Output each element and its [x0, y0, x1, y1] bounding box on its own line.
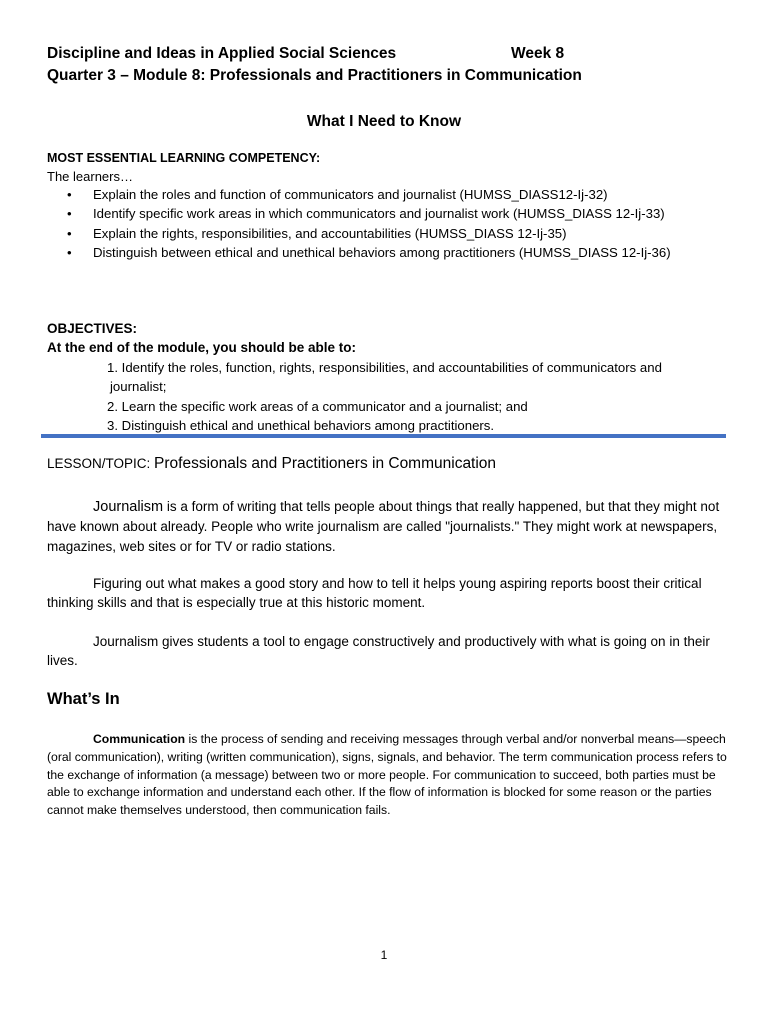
course-name: Discipline and Ideas in Applied Social Sciences — [47, 45, 397, 62]
course-title — [47, 45, 565, 63]
whats-in-heading: What’s In — [47, 690, 120, 708]
bullet-icon: • — [67, 187, 72, 202]
objectives-intro: At the end of the module, you should be able to: — [47, 340, 356, 355]
objectives-label: OBJECTIVES: — [47, 321, 138, 336]
list-item: • Explain the rights, responsibilities, and accountabilities (HUMSS_DIASS 12-Ij-35) — [47, 224, 727, 243]
term-journalism: Journalism — [93, 499, 164, 515]
term-communication: Communication — [93, 732, 186, 746]
lesson-title: Professionals and Practitioners in Communication — [154, 455, 497, 472]
bullet-icon: • — [67, 225, 72, 241]
list-item: 3. Distinguish ethical and unethical behaviors among practitioners. — [107, 417, 495, 433]
module-title: Quarter 3 – Module 8: Professionals and Practitioners in Communication — [47, 67, 582, 84]
competency-list — [47, 185, 727, 262]
journalism-paragraph: Journalism is a form of writing that tells people about things that really happened, but that they might not have known about already. People who write journalism are called "journalists." They might work at newspapers, magazines, web sites or for TV or radio stations. — [47, 499, 720, 554]
page-number: 1 — [380, 948, 388, 962]
list-item: • Explain the roles and function of communicators and journalist (HUMSS_DIASS12-Ij-32) — [47, 185, 727, 204]
paragraph-storytelling: Figuring out what makes a good story and how to tell it helps young aspiring reports boost their critical thinking skills and that is especially true at this historic moment. — [47, 576, 702, 611]
section-divider — [41, 434, 726, 438]
bullet-icon: • — [67, 206, 72, 222]
section-title-what-i-need: What I Need to Know — [306, 113, 462, 130]
learners-intro: The learners… — [47, 169, 133, 184]
lesson-label: LESSON/TOPIC: — [47, 456, 155, 471]
list-item: 1. Identify the roles, function, rights, responsibilities, and accountabilities of communicators and journalist; — [107, 360, 662, 395]
bullet-icon: • — [67, 244, 72, 260]
list-item: • Identify specific work areas in which communicators and journalist work (HUMSS_DIASS 12-Ij-33) — [47, 204, 727, 223]
objectives-list — [47, 358, 727, 435]
list-item: • Distinguish between ethical and unethical behaviors among practitioners (HUMSS_DIASS 12-Ij-36) — [47, 243, 727, 262]
list-item: 2. Learn the specific work areas of a communicator and a journalist; and — [107, 398, 528, 414]
week-label: Week 8 — [511, 45, 565, 62]
paragraph-students: Journalism gives students a tool to engage constructively and productively with what is going on in their lives. — [47, 634, 710, 669]
communication-paragraph: Communication is the process of sending and receiving messages through verbal and/or nonverbal means—speech (oral communication), writing (written communication), signs, signals, and behavior. The term communication process refers to the exchange of information (a message) between two or more people. For communication to succeed, both parties must be able to exchange information and understand each other. If the flow of information is blocked for some reason or the parties cannot make themselves understood, then communication fails. — [47, 732, 727, 818]
lesson-heading — [47, 455, 496, 473]
melc-label: MOST ESSENTIAL LEARNING COMPETENCY: — [47, 151, 321, 165]
